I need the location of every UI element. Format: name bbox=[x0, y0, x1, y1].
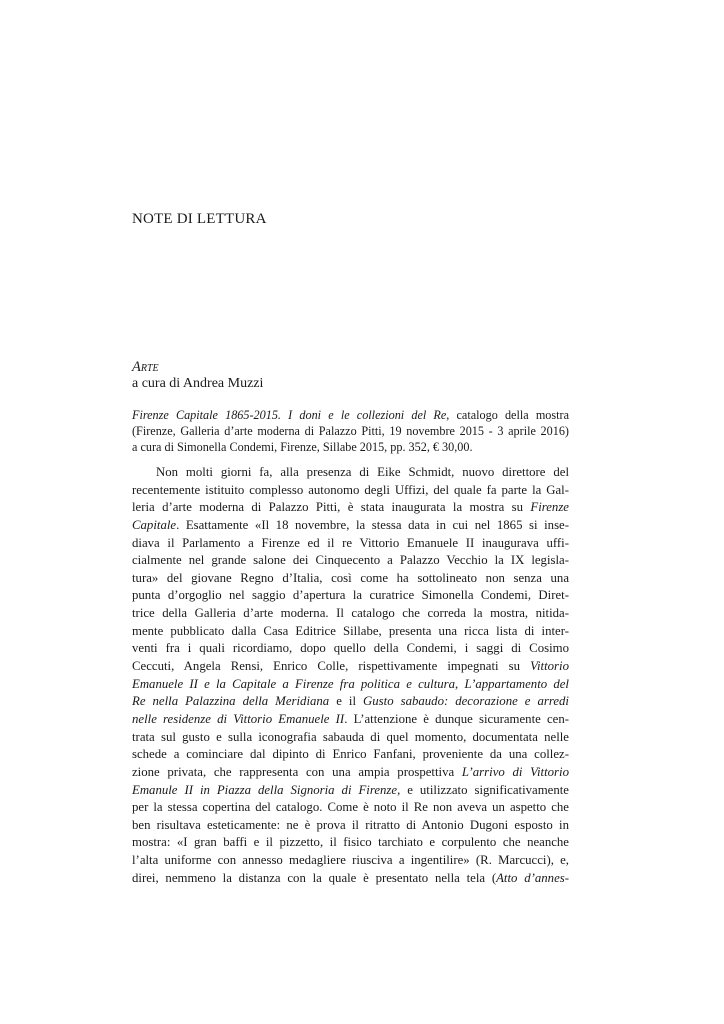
body-line bbox=[132, 587, 569, 605]
body-line bbox=[132, 799, 569, 817]
body-text: Re nella Palazzina della Meridiana bbox=[132, 694, 330, 709]
body-text: diava il Parlamento a Firenze ed il re Vittorio Emanuele II inaugurava uffi- bbox=[132, 535, 569, 550]
body-text: l’alta uniforme con annesso medagliere riusciva a ingentilire» (R. Marcucci), e, bbox=[132, 853, 569, 868]
body-text: trata sul gusto e sulla iconografia sabauda di quel momento, documentata nelle bbox=[132, 729, 569, 744]
body-text: L’appartamento del bbox=[464, 676, 569, 691]
body-line bbox=[132, 711, 569, 729]
citation-line bbox=[132, 407, 569, 423]
body-text: Ceccuti, Angela Rensi, Enrico Colle, rispettivamente impegnati su bbox=[132, 659, 531, 674]
body-text: Vittorio bbox=[530, 659, 569, 674]
body-text: . Esattamente «Il 18 novembre, la stessa data in cui nel 1865 si inse- bbox=[176, 517, 569, 532]
citation-text: a cura di Simonella Condemi, Firenze, Sillabe 2015, pp. 352, € 30,00. bbox=[132, 440, 473, 455]
body-text: per la stessa copertina del catalogo. Come è noto il Re non aveva un aspetto che bbox=[132, 800, 569, 815]
rubric-editor: a cura di Andrea Muzzi bbox=[132, 376, 264, 391]
body-text: trice della Galleria d’arte moderna. Il catalogo che correda la mostra, nitida- bbox=[132, 606, 569, 621]
citation-line bbox=[132, 423, 569, 439]
body-line bbox=[132, 693, 569, 711]
body-line bbox=[132, 499, 569, 517]
body-line bbox=[132, 658, 569, 676]
review-body bbox=[132, 464, 569, 887]
citation-text: (Firenze, Galleria d’arte moderna di Palazzo Pitti, 19 novembre 2015 - 3 aprile 2016) bbox=[132, 424, 569, 439]
body-line bbox=[132, 746, 569, 764]
body-text: Atto d’annes- bbox=[496, 870, 569, 885]
body-text: recentemente istituito complesso autonomo degli Uffizi, del quale fa parte la Gal- bbox=[132, 482, 569, 497]
body-text: Gusto sabaudo: decorazione e arredi bbox=[363, 694, 569, 709]
body-line bbox=[132, 729, 569, 747]
body-line bbox=[132, 535, 569, 553]
body-text: Firenze bbox=[530, 500, 569, 515]
body-text: zione privata, che rappresenta con una ampia prospettiva bbox=[132, 764, 462, 779]
body-text: cialmente nel grande salone dei Cinquecento a Palazzo Vecchio la IX legisla- bbox=[132, 553, 569, 568]
citation-text: Firenze Capitale 1865-2015. I doni e le collezioni del Re bbox=[132, 408, 447, 422]
body-text: , bbox=[455, 676, 465, 691]
body-text: nelle residenze di Vittorio Emanuele II bbox=[132, 711, 345, 726]
body-text: Emanuele II e la Capitale a Firenze fra politica e cultura bbox=[132, 676, 456, 691]
body-text: . L’attenzione è dunque sicuramente cen- bbox=[344, 711, 570, 726]
citation-text: , catalogo della mostra bbox=[446, 408, 570, 422]
body-text: Capitale bbox=[132, 517, 177, 532]
body-text: Emanule II in Piazza della Signoria di Firenze bbox=[132, 782, 398, 797]
body-text: direi, nemmeno la distanza con la quale è presentato nella tela ( bbox=[132, 870, 497, 885]
body-text: ben risultava esteticamente: ne è prova il ritratto di Antonio Dugoni esposto in bbox=[132, 817, 569, 832]
body-line bbox=[132, 782, 569, 800]
body-text: mostra: «I gran baffi e il pizzetto, il fisico tarchiato e corpulento che neanche bbox=[132, 835, 569, 850]
body-line bbox=[132, 817, 569, 835]
body-line bbox=[132, 870, 569, 888]
body-text: Non molti giorni fa, alla presenza di Eike Schmidt, nuovo direttore del bbox=[156, 465, 569, 479]
section-heading: NOTE DI LETTURA bbox=[132, 211, 267, 227]
body-text: L’arrivo di Vittorio bbox=[461, 764, 569, 779]
book-citation bbox=[132, 407, 569, 456]
body-text: venti fra i quali ricordiamo, dopo quello della Condemi, i saggi di Cosimo bbox=[132, 641, 569, 656]
body-line bbox=[132, 676, 569, 694]
citation-line bbox=[132, 439, 569, 455]
body-line bbox=[132, 464, 569, 482]
rubric-title: Arte bbox=[132, 359, 159, 375]
body-line bbox=[132, 517, 569, 535]
body-line bbox=[132, 623, 569, 641]
body-line bbox=[132, 605, 569, 623]
body-line bbox=[132, 570, 569, 588]
body-line bbox=[132, 834, 569, 852]
body-text: leria d’arte moderna di Palazzo Pitti, è stata inaugurata la mostra su bbox=[132, 500, 531, 515]
body-text: , e utilizzato significativamente bbox=[397, 782, 569, 797]
body-line bbox=[132, 852, 569, 870]
body-line bbox=[132, 764, 569, 782]
body-text: tura» del giovane Regno d’Italia, così come ha sottolineato non senza una bbox=[132, 570, 569, 585]
body-line bbox=[132, 640, 569, 658]
body-text: punta d’orgoglio nel saggio d’apertura la curatrice Simonella Condemi, Diret- bbox=[132, 588, 569, 603]
body-text: mente pubblicato dalla Casa Editrice Sillabe, presenta una ricca lista di inter- bbox=[132, 623, 569, 638]
body-line bbox=[132, 552, 569, 570]
body-text: schede a cominciare dal dipinto di Enrico Fanfani, proveniente da una collez- bbox=[132, 747, 569, 762]
body-text: e il bbox=[329, 694, 364, 709]
body-line bbox=[132, 482, 569, 500]
